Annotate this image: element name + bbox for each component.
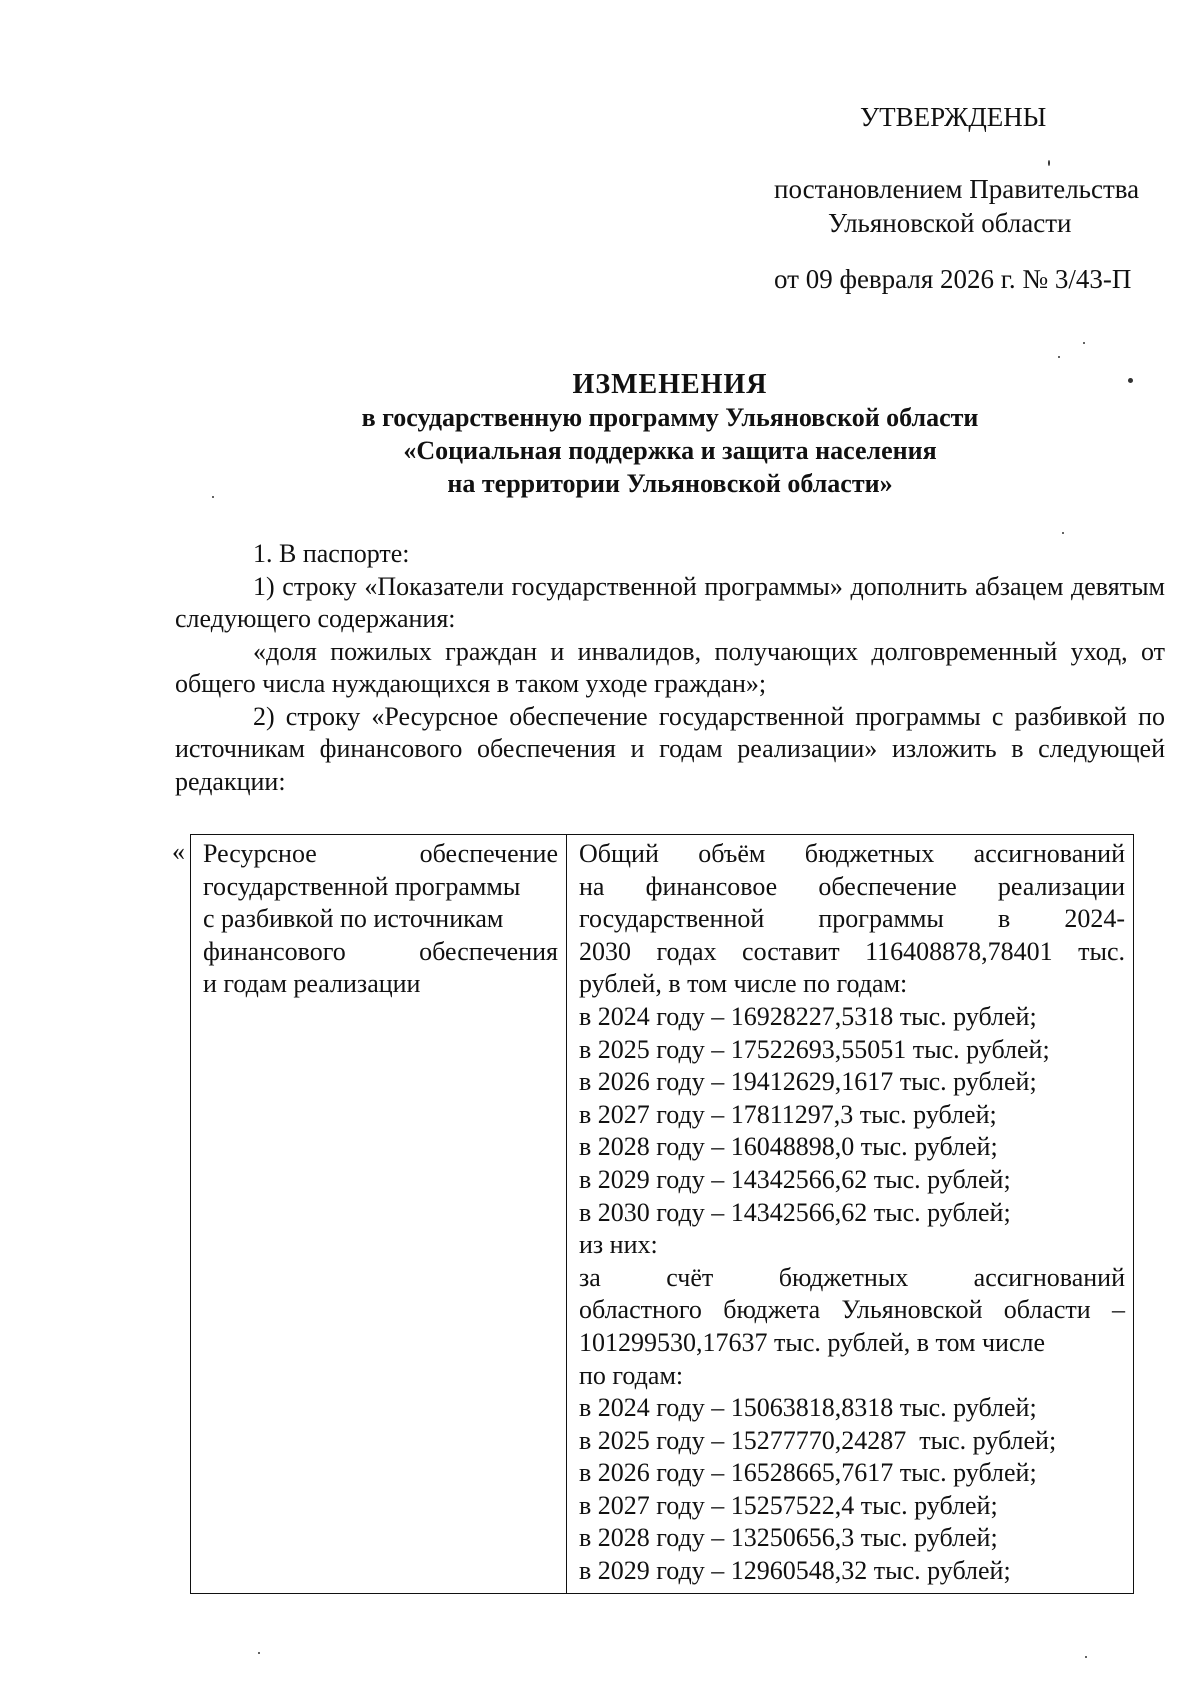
regional-intro-line: областного бюджета Ульяновской области – <box>579 1295 1125 1325</box>
intro-line: на финансовое обеспечение реализации <box>579 871 1125 901</box>
intro-line: государственной программы в 2024- <box>579 904 1125 934</box>
intro-line: рублей, в том числе по годам: <box>579 969 908 999</box>
regional-year-line: в 2028 году – 13250656,3 тыс. рублей; <box>579 1523 998 1553</box>
regional-year-line: в 2025 году – 15277770,24287 тыс. рублей; <box>579 1425 1057 1455</box>
document-title <box>175 368 1165 500</box>
paragraph-2: 1) строку «Показатели государственной программы» дополнить абзацем девятым следующего содержания: <box>175 571 1165 633</box>
total-year-line: в 2029 году – 14342566,62 тыс. рублей; <box>579 1164 1011 1194</box>
approved-by-line2: Ульяновской области <box>828 208 1072 238</box>
left-line: и годам реализации <box>203 969 421 999</box>
title-line1: ИЗМЕНЕНИЯ <box>572 369 768 400</box>
paragraph-4: 2) строку «Ресурсное обеспечение государственной программы с разбивкой по источникам финансового обеспечения и годам реализации» изложить в следующей редакции: <box>175 701 1165 796</box>
title-line4: на территории Ульяновской области» <box>447 469 893 498</box>
opening-quote: « <box>172 837 185 866</box>
approved-heading: УТВЕРЖДЕНЫ <box>860 102 1047 132</box>
regional-intro-line: 101299530,17637 тыс. рублей, в том числе <box>579 1327 1045 1357</box>
document-body <box>175 538 1165 798</box>
regional-year-line: в 2026 году – 16528665,7617 тыс. рублей; <box>579 1458 1037 1488</box>
left-line: государственной программы <box>203 871 521 901</box>
left-line: Ресурсное обеспечение <box>203 839 558 868</box>
regional-intro-line: за счёт бюджетных ассигнований <box>579 1262 1125 1292</box>
total-year-line: в 2028 году – 16048898,0 тыс. рублей; <box>579 1132 998 1162</box>
title-line3: «Социальная поддержка и защита населения <box>403 436 937 465</box>
approval-date-number: от 09 февраля 2026 г. № 3/43-П <box>774 264 1132 294</box>
total-year-line: в 2024 году – 16928227,5318 тыс. рублей; <box>579 1001 1037 1031</box>
regional-year-line: в 2029 году – 12960548,32 тыс. рублей; <box>579 1556 1011 1586</box>
intro-line: 2030 годах составит 116408878,78401 тыс. <box>579 936 1125 966</box>
of-them-line: из них: <box>579 1230 658 1260</box>
resource-table <box>190 834 1134 1594</box>
table-column-divider <box>566 835 567 1593</box>
total-year-line: в 2030 году – 14342566,62 тыс. рублей; <box>579 1197 1011 1227</box>
left-line: с разбивкой по источникам <box>203 904 504 934</box>
regional-year-line: в 2027 году – 15257522,4 тыс. рублей; <box>579 1490 998 1520</box>
total-year-line: в 2025 году – 17522693,55051 тыс. рублей; <box>579 1034 1050 1064</box>
total-year-line: в 2027 году – 17811297,3 тыс. рублей; <box>579 1099 997 1129</box>
table-left-cell <box>203 838 558 1001</box>
regional-intro-line: по годам: <box>579 1360 684 1390</box>
table-right-cell <box>579 838 1125 1588</box>
total-year-line: в 2026 году – 19412629,1617 тыс. рублей; <box>579 1067 1037 1097</box>
regional-year-line: в 2024 году – 15063818,8318 тыс. рублей; <box>579 1393 1037 1423</box>
paragraph-1: 1. В паспорте: <box>253 539 410 568</box>
intro-line: Общий объём бюджетных ассигнований <box>579 839 1125 868</box>
approved-by-line1: постановлением Правительства <box>774 174 1140 204</box>
paragraph-3: «доля пожилых граждан и инвалидов, получающих долговременный уход, от общего числа нуждающихся в таком уходе граждан»; <box>175 636 1165 698</box>
left-line: финансового обеспечения <box>203 936 558 966</box>
title-line2: в государственную программу Ульяновской области <box>361 403 979 432</box>
